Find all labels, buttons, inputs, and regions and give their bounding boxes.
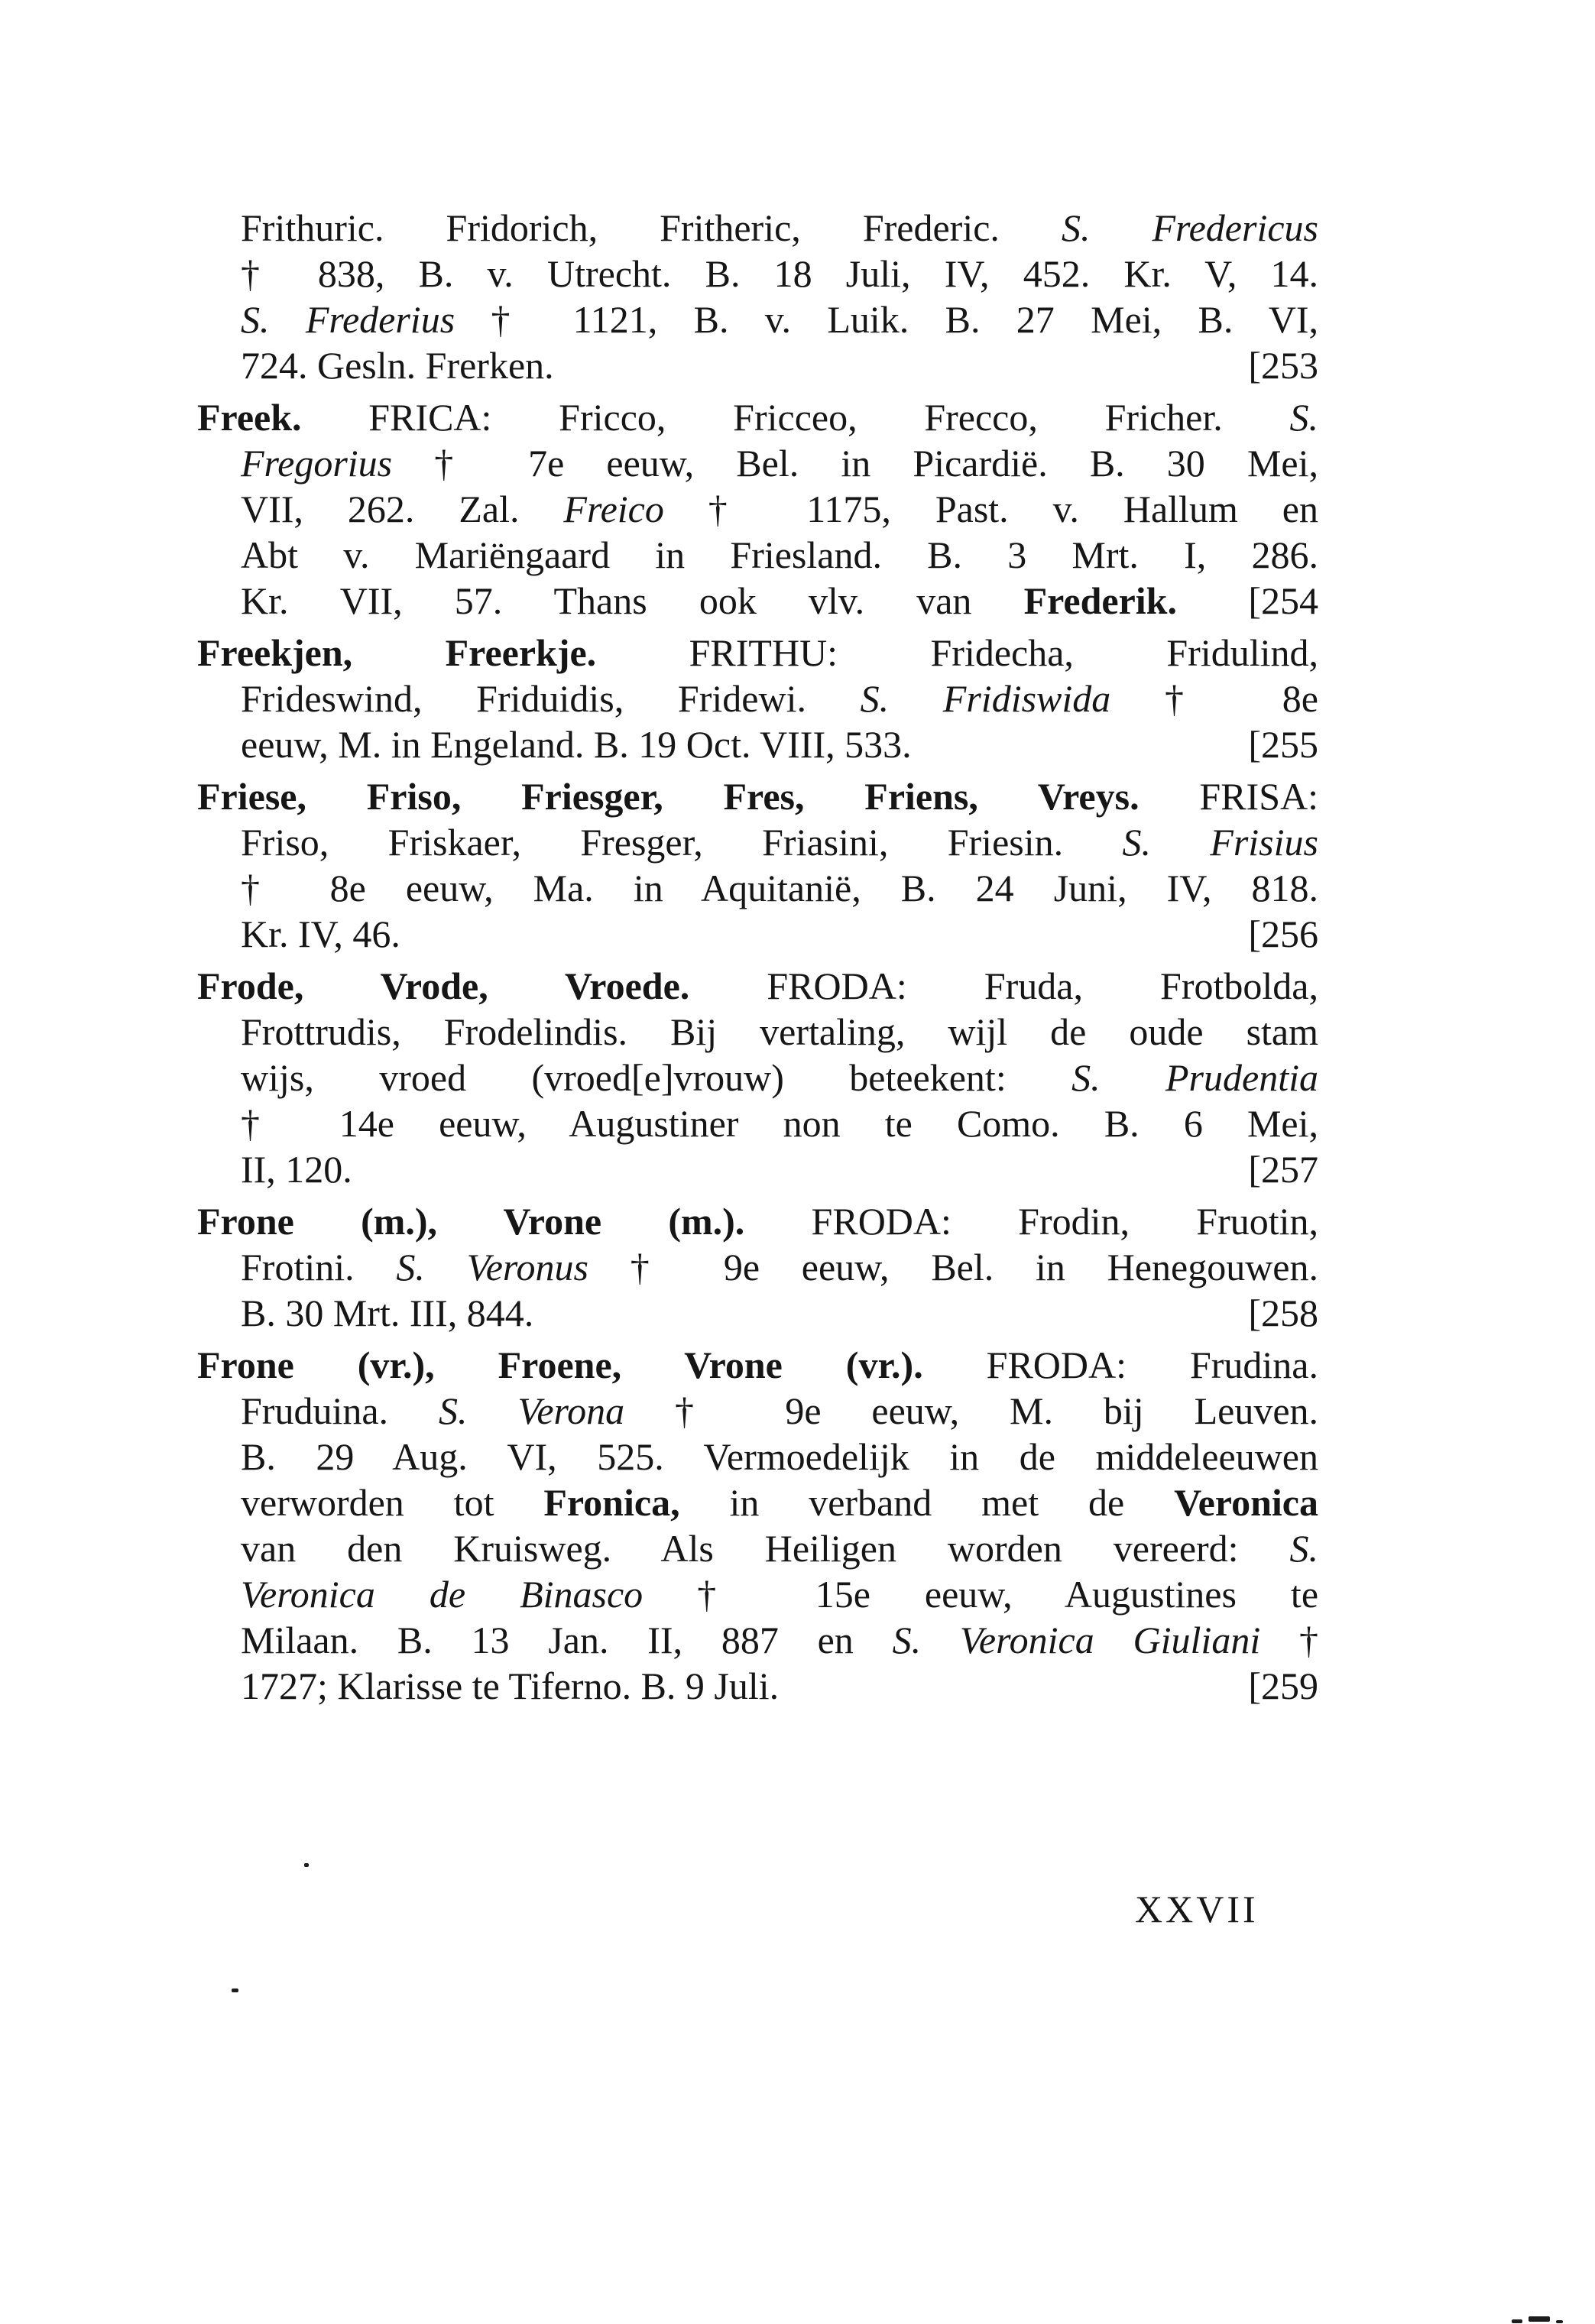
line-text xyxy=(241,723,912,766)
text-line xyxy=(241,911,1318,957)
text-line xyxy=(241,205,1318,251)
entry-text: FRICA: Fricco, Fricceo, Frecco, Fricher. xyxy=(301,396,1290,439)
entry-headword: Frode, Vrode, Vroede. xyxy=(197,964,690,1007)
entry-headword: Veronica xyxy=(1174,1481,1318,1524)
entry-headword: Friese, Friso, Friesger, Fres, Friens, Vreys. xyxy=(197,775,1140,818)
entry-text: B. 30 Mrt. III, 844. xyxy=(241,1292,534,1334)
entry-ref-number: [258 xyxy=(1248,1292,1318,1334)
text-line xyxy=(241,1290,1318,1336)
entry-headword: Freekjen, Freerkje. xyxy=(197,631,597,674)
entry-text: † 8e eeuw, Ma. in Aquitanië, B. 24 Juni, IV, 818. xyxy=(241,867,1318,909)
text-line xyxy=(241,1100,1318,1146)
entry-text: † 1175, Past. v. Hallum en xyxy=(663,488,1318,530)
line-text xyxy=(241,912,400,955)
text-line xyxy=(241,532,1318,578)
entry-text: † 9e eeuw, Bel. in Henegouwen. xyxy=(588,1246,1318,1288)
entry-ref-number: [259 xyxy=(1248,1664,1318,1707)
entry-text: 724. Gesln. Frerken. xyxy=(241,344,554,387)
entry-headword: Frone (m.), Vrone (m.). xyxy=(197,1200,745,1243)
entry-text: † xyxy=(1260,1619,1318,1661)
entry-text: FRODA: Frudina. xyxy=(922,1344,1318,1386)
text-line xyxy=(241,721,1318,767)
text-line xyxy=(241,676,1318,721)
entry-text: Kr. IV, 46. xyxy=(241,912,400,955)
saint-name: S. xyxy=(1289,1527,1318,1570)
text-line xyxy=(241,578,1318,624)
saint-name: S. Fredericus xyxy=(1061,206,1318,249)
page-number: XXVII xyxy=(1135,1888,1259,1930)
text-line xyxy=(241,1146,1318,1192)
saint-name: Veronica de Binasco xyxy=(241,1573,644,1616)
entry-text: VII, 262. Zal. xyxy=(241,488,564,530)
line-text xyxy=(241,1664,779,1707)
entry-text: in verband met de xyxy=(679,1481,1175,1524)
entry-text: † 9e eeuw, M. bij Leuven. xyxy=(624,1389,1319,1432)
text-line xyxy=(241,1055,1318,1100)
entry-text: Frotini. xyxy=(241,1246,397,1288)
entry-text: Frithuric. Fridorich, Fritheric, Frederic. xyxy=(241,206,1062,249)
text-line xyxy=(241,1617,1318,1663)
scan-speckle xyxy=(1556,2320,1563,2323)
entry-text: van den Kruisweg. Als Heiligen worden vereerd: xyxy=(241,1527,1290,1570)
entry-text: † 1121, B. v. Luik. B. 27 Mei, B. VI, xyxy=(455,298,1319,341)
entry-headword: Frone (vr.), Froene, Vrone (vr.). xyxy=(197,1344,923,1386)
saint-name: S. Fridiswida xyxy=(860,677,1111,720)
entry-text: Frideswind, Friduidis, Fridewi. xyxy=(241,677,861,720)
entry-ref-number: [257 xyxy=(1248,1148,1318,1191)
scan-speckle xyxy=(1512,2319,1522,2323)
saint-name: S. Frederius xyxy=(241,298,455,341)
text-line xyxy=(197,963,1318,1009)
dictionary-entry xyxy=(197,630,1318,767)
entry-text: 1727; Klarisse te Tiferno. B. 9 Juli. xyxy=(241,1664,780,1707)
saint-name: Freico xyxy=(563,488,664,530)
entry-text: II, 120. xyxy=(241,1148,352,1191)
entry-text: † 14e eeuw, Augustiner non te Como. B. 6 Mei, xyxy=(241,1102,1318,1145)
entry-ref-number: [255 xyxy=(1248,723,1318,766)
entry-text: Milaan. B. 13 Jan. II, 887 en xyxy=(241,1619,893,1661)
text-line xyxy=(241,1009,1318,1055)
dictionary-entry xyxy=(197,1198,1318,1336)
entry-text: FRITHU: Fridecha, Fridulind, xyxy=(596,631,1318,674)
saint-name: S. Veronus xyxy=(396,1246,588,1288)
entry-text: verworden tot xyxy=(241,1481,544,1524)
entry-ref-number: [253 xyxy=(1248,344,1318,387)
saint-name: S. xyxy=(1289,396,1318,439)
entry-text: FRODA: Frodin, Fruotin, xyxy=(744,1200,1318,1243)
text-line xyxy=(197,773,1318,819)
entry-text: Abt v. Mariëngaard in Friesland. B. 3 Mrt. I, 286. xyxy=(241,533,1318,576)
line-text xyxy=(241,578,1177,624)
scan-speckle xyxy=(304,1863,309,1867)
text-line xyxy=(241,1525,1318,1571)
entry-ref-number: [254 xyxy=(1248,579,1318,622)
entry-headword: Frederik. xyxy=(1023,579,1177,622)
entry-text: † 8e xyxy=(1110,677,1318,720)
scan-speckle xyxy=(232,1989,238,1992)
entry-text: † 15e eeuw, Augustines te xyxy=(643,1573,1319,1616)
entry-text: FRISA: xyxy=(1139,775,1319,818)
text-line xyxy=(197,1198,1318,1244)
dictionary-entry xyxy=(197,963,1318,1192)
line-text xyxy=(241,1148,352,1191)
text-line xyxy=(241,1388,1318,1434)
entry-text: Kr. VII, 57. Thans ook vlv. van xyxy=(241,579,1024,622)
entry-headword: Fronica, xyxy=(543,1481,680,1524)
entry-text: Frottrudis, Frodelindis. Bij vertaling, wijl de oude stam xyxy=(241,1010,1318,1053)
entry-text: wijs, vroed (vroed[e]vrouw) beteekent: xyxy=(241,1056,1072,1099)
entry-text: eeuw, M. in Engeland. B. 19 Oct. VIII, 533. xyxy=(241,723,912,766)
dictionary-entry xyxy=(197,394,1318,624)
text-line xyxy=(241,819,1318,865)
entry-headword: Freek. xyxy=(197,396,302,439)
saint-name: S. Veronica Giuliani xyxy=(892,1619,1261,1661)
text-line xyxy=(241,1571,1318,1617)
saint-name: S. Prudentia xyxy=(1071,1056,1318,1099)
entry-text: Friso, Friskaer, Fresger, Friasini, Friesin. xyxy=(241,821,1123,864)
text-line xyxy=(241,1663,1318,1709)
dictionary-entry xyxy=(197,1342,1319,1709)
scan-speckle xyxy=(1529,2316,1550,2322)
text-line xyxy=(197,630,1318,676)
line-text xyxy=(241,344,554,387)
text-line xyxy=(241,251,1318,297)
line-text xyxy=(241,1292,533,1334)
text-line xyxy=(197,1342,1318,1388)
entry-ref-number: [256 xyxy=(1248,912,1318,955)
entry-text: † 838, B. v. Utrecht. B. 18 Juli, IV, 452. Kr. V, 14. xyxy=(241,252,1318,295)
text-line xyxy=(241,297,1318,342)
entry-text: FRODA: Fruda, Frotbolda, xyxy=(689,964,1318,1007)
saint-name: Fregorius xyxy=(241,442,393,485)
saint-name: S. Verona xyxy=(438,1389,625,1432)
text-block xyxy=(197,205,1319,1709)
text-line xyxy=(241,865,1318,911)
entry-text: † 7e eeuw, Bel. in Picardië. B. 30 Mei, xyxy=(392,442,1318,485)
text-line xyxy=(241,1244,1318,1290)
text-line xyxy=(197,394,1318,440)
text-line xyxy=(241,440,1318,486)
text-line xyxy=(241,342,1318,388)
text-line xyxy=(241,1434,1318,1480)
dictionary-entry xyxy=(197,773,1319,957)
dictionary-entry xyxy=(241,205,1318,388)
text-line xyxy=(241,486,1318,532)
saint-name: S. Frisius xyxy=(1122,821,1318,864)
entry-text: B. 29 Aug. VI, 525. Vermoedelijk in de middeleeuwen xyxy=(241,1435,1318,1478)
entry-text: Fruduina. xyxy=(241,1389,439,1432)
text-line xyxy=(241,1480,1318,1525)
